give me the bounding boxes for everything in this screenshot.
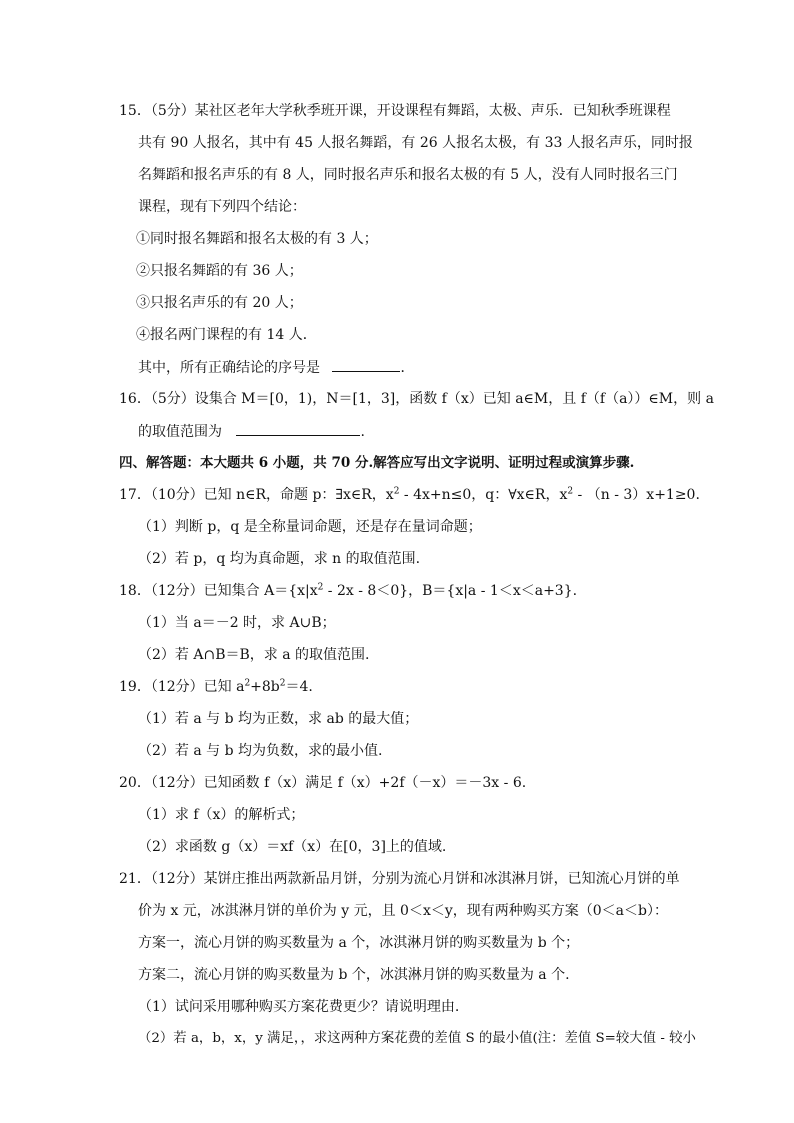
q21-part-1: （1）试问采用哪种购买方案花费更少？请说明理由. (138, 999, 460, 1015)
section-4-heading: 四、解答题：本大题共 6 小题，共 70 分.解答应写出文字说明、证明过程或演算步骤. (119, 455, 635, 471)
q21-line-2: 价为 x 元，冰淇淋月饼的单价为 y 元，且 0＜x＜y，现有两种购买方案（0＜a＜b）： (138, 903, 668, 919)
q21-line-1: 21．（12分）某饼庄推出两款新品月饼，分别为流心月饼和冰淇淋月饼，已知流心月饼的单 (119, 871, 680, 887)
q17-sup-1: 2 (393, 486, 400, 497)
q17-stem-b: - 4x+n≤0，q：∀x∈R，x (399, 487, 568, 503)
q19-stem (119, 677, 313, 697)
q17-part-2: （2）若 p，q 均为真命题，求 n 的取值范围. (138, 551, 421, 567)
q18-sup: 2 (317, 582, 324, 593)
q18-part-2: （2）若 A∩B＝B，求 a 的取值范围. (138, 647, 370, 663)
q15-line-4: 课程，现有下列四个结论： (138, 199, 306, 215)
q16-line-2-text: 的取值范围为 (138, 424, 222, 440)
q20-stem: 20．（12分）已知函数 f（x）满足 f（x）+2f（－x）＝－3x - 6. (119, 775, 527, 791)
q15-question-text: 其中，所有正确结论的序号是 (138, 360, 320, 376)
q21-plan-1: 方案一，流心月饼的购买数量为 a 个，冰淇淋月饼的购买数量为 b 个； (138, 935, 580, 951)
q15-line-1: 15．（5分）某社区老年大学秋季班开课，开设课程有舞蹈，太极、声乐．已知秋季班课程 (119, 103, 671, 119)
q19-part-1: （1）若 a 与 b 均为正数，求 ab 的最大值； (138, 711, 419, 727)
q15-conclusion-2: ②只报名舞蹈的有 36 人； (136, 263, 303, 279)
q17-part-1: （1）判断 p，q 是全称量词命题，还是存在量词命题； (138, 519, 482, 535)
q21-part-2: （2）若 a，b，x，y 满足，，求这两种方案花费的差值 S 的最小值(注：差值 S=较大值 - 较小 (138, 1031, 696, 1046)
q19-sup-1: 2 (244, 678, 251, 689)
q17-sup-2: 2 (567, 486, 574, 497)
q18-stem (119, 581, 577, 601)
q18-stem-a: 18．（12分）已知集合 A＝{x|x (119, 583, 318, 599)
q15-conclusion-1: ①同时报名舞蹈和报名太极的有 3 人； (136, 231, 378, 247)
q20-part-1: （1）求 f（x）的解析式； (138, 807, 305, 823)
q17-stem-c: - （n - 3）x+1≥0. (573, 487, 700, 503)
q16-line-1: 16．（5分）设集合 M＝[0，1)，N＝[1，3]，函数 f（x）已知 a∈M，且 f（f（a））∈M，则 a (119, 391, 714, 407)
q19-stem-c: ＝4. (285, 679, 313, 695)
q18-part-1: （1）当 a＝－2 时，求 A∪B； (138, 615, 336, 631)
q15-conclusion-3: ③只报名声乐的有 20 人； (136, 295, 303, 311)
q16-line-2 (138, 421, 365, 442)
q15-line-3: 名舞蹈和报名声乐的有 8 人，同时报名声乐和报名太极的有 5 人，没有人同时报名三门 (138, 167, 678, 183)
q15-period: ． (400, 360, 415, 376)
q19-stem-a: 19．（12分）已知 a (119, 679, 245, 695)
q20-part-2: （2）求函数 g（x）＝xf（x）在[0，3]上的值域. (138, 839, 447, 855)
q16-answer-blank[interactable] (236, 421, 360, 436)
q17-stem (119, 485, 700, 505)
q17-stem-a: 17．（10分）已知 n∈R，命题 p：∃x∈R，x (119, 487, 394, 503)
q15-conclusion-4: ④报名两门课程的有 14 人． (136, 327, 317, 343)
q21-plan-2: 方案二，流心月饼的购买数量为 b 个，冰淇淋月饼的购买数量为 a 个. (138, 967, 570, 983)
q18-stem-b: - 2x - 8＜0}，B＝{x|a - 1＜x＜a+3}. (323, 583, 578, 599)
q19-sup-2: 2 (279, 678, 286, 689)
q15-question (138, 357, 414, 378)
q15-line-2: 共有 90 人报名，其中有 45 人报名舞蹈，有 26 人报名太极，有 33 人报名声乐，同时报 (138, 135, 693, 151)
q16-period: . (360, 424, 365, 440)
q19-stem-b: +8b (250, 679, 280, 695)
q19-part-2: （2）若 a 与 b 均为负数，求的最小值. (138, 743, 383, 759)
q15-answer-blank[interactable] (332, 357, 400, 372)
